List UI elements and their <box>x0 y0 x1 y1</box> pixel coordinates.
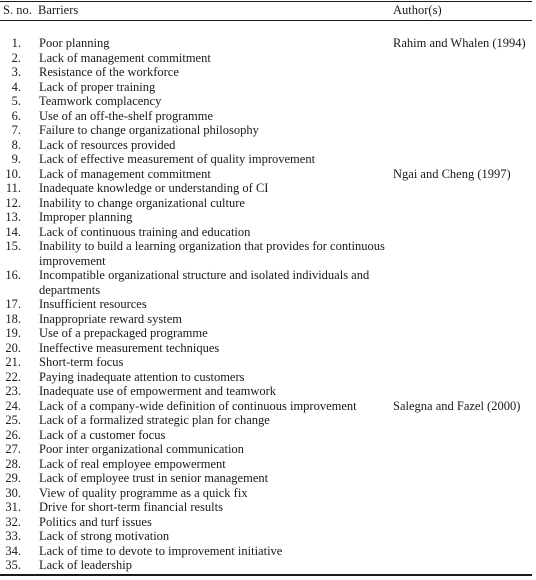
table-header-rule <box>0 20 532 21</box>
table-row <box>0 529 536 544</box>
row-barrier: Lack of management commitment <box>39 50 211 65</box>
row-barrier: Teamwork complacency <box>39 94 162 108</box>
table-row <box>0 94 536 109</box>
row-barrier: Lack of proper training <box>39 79 156 94</box>
row-number: 1. <box>11 36 21 50</box>
table-row <box>0 312 536 327</box>
table-row <box>0 544 536 559</box>
table-row <box>0 457 536 472</box>
table-row <box>0 196 536 211</box>
row-barrier: View of quality programme as a quick fix <box>39 485 248 500</box>
row-number: 26. <box>5 427 21 442</box>
row-number: 5. <box>11 94 21 108</box>
row-number: 15. <box>5 239 21 253</box>
row-barrier: Drive for short-term financial results <box>39 500 223 514</box>
table-row <box>0 268 536 297</box>
row-number: 23. <box>5 384 21 398</box>
table-row <box>0 515 536 530</box>
row-number: 9. <box>11 152 21 166</box>
row-number: 12. <box>5 195 21 210</box>
row-number: 7. <box>11 123 21 137</box>
row-number: 14. <box>5 224 21 239</box>
row-number: 20. <box>5 340 21 355</box>
table-row <box>0 65 536 80</box>
row-barrier: Ineffective measurement techniques <box>39 340 220 355</box>
table-row <box>0 355 536 370</box>
row-number: 28. <box>5 456 21 471</box>
row-number: 33. <box>5 529 21 543</box>
row-number: 25. <box>5 413 21 427</box>
table-row <box>0 152 536 167</box>
row-number: 18. <box>5 311 21 326</box>
table-row <box>0 326 536 341</box>
table-row <box>0 500 536 515</box>
row-barrier: Lack of a company-wide definition of continuous improvement <box>39 398 357 413</box>
row-number: 27. <box>5 442 21 456</box>
row-barrier: Improper planning <box>39 210 133 224</box>
row-number: 30. <box>5 485 21 500</box>
row-barrier: Insufficient resources <box>39 297 147 311</box>
row-barrier: Politics and turf issues <box>39 514 152 529</box>
row-barrier: Inability to build a learning organization that provides for continuous improvement <box>39 239 385 268</box>
row-barrier: Resistance of the workforce <box>39 65 179 79</box>
row-barrier: Inappropriate reward system <box>39 311 182 326</box>
table-row <box>0 471 536 486</box>
row-barrier: Lack of real employee empowerment <box>39 456 226 471</box>
table-row <box>0 297 536 312</box>
row-number: 29. <box>5 471 21 485</box>
row-barrier: Use of a prepackaged programme <box>39 326 208 340</box>
table-bottom-rule <box>0 574 532 576</box>
row-number: 3. <box>11 65 21 79</box>
row-barrier: Inability to change organizational culture <box>39 195 245 210</box>
row-barrier: Inadequate use of empowerment and teamwork <box>39 384 277 398</box>
table-row <box>0 225 536 240</box>
table-row <box>0 80 536 95</box>
row-barrier: Incompatible organizational structure and isolated individuals and departments <box>39 268 370 297</box>
row-barrier: Poor inter organizational communication <box>39 442 244 456</box>
row-number: 11. <box>5 181 21 195</box>
row-number: 6. <box>11 108 21 123</box>
column-header-sno: S. no. <box>3 3 32 17</box>
table-row <box>0 109 536 124</box>
table-row <box>0 558 536 573</box>
row-barrier: Lack of a formalized strategic plan for change <box>39 413 270 427</box>
table-row <box>0 486 536 501</box>
table-top-rule <box>0 1 532 2</box>
row-barrier: Lack of employee trust in senior management <box>39 471 269 485</box>
row-barrier: Poor planning <box>39 36 110 50</box>
row-barrier: Use of an off-the-shelf programme <box>39 108 214 123</box>
table-row <box>0 36 536 51</box>
row-number: 21. <box>5 355 21 369</box>
table-row <box>0 239 536 268</box>
row-barrier: Paying inadequate attention to customers <box>39 369 245 384</box>
row-number: 35. <box>5 558 21 572</box>
row-number: 22. <box>5 369 21 384</box>
row-barrier: Lack of leadership <box>39 558 133 572</box>
column-header-authors: Author(s) <box>393 3 442 17</box>
table-row <box>0 123 536 138</box>
table-row <box>0 341 536 356</box>
row-barrier: Lack of a customer focus <box>39 427 166 442</box>
row-number: 24. <box>5 398 21 413</box>
row-number: 32. <box>5 514 21 529</box>
row-number: 4. <box>11 79 21 94</box>
table-row <box>0 370 536 385</box>
table-row <box>0 167 536 182</box>
row-barrier: Lack of continuous training and education <box>39 224 251 239</box>
row-author: Ngai and Cheng (1997) <box>393 166 511 181</box>
table-row <box>0 442 536 457</box>
row-author: Salegna and Fazel (2000) <box>393 398 521 413</box>
row-number: 17. <box>5 297 21 311</box>
row-number: 8. <box>11 137 21 152</box>
row-barrier: Lack of strong motivation <box>39 529 170 543</box>
row-barrier: Lack of time to devote to improvement initiative <box>39 543 283 558</box>
row-number: 2. <box>11 50 21 65</box>
table-row <box>0 210 536 225</box>
table-row <box>0 384 536 399</box>
row-barrier: Failure to change organizational philosophy <box>39 123 259 137</box>
row-number: 13. <box>5 210 21 224</box>
table-row <box>0 428 536 443</box>
table-row <box>0 138 536 153</box>
row-author: Rahim and Whalen (1994) <box>393 36 526 50</box>
row-barrier: Lack of management commitment <box>39 166 211 181</box>
row-number: 34. <box>5 543 21 558</box>
row-number: 19. <box>5 326 21 340</box>
row-barrier: Short-term focus <box>39 355 124 369</box>
row-barrier: Inadequate knowledge or understanding of CI <box>39 181 269 195</box>
row-barrier: Lack of effective measurement of quality improvement <box>39 152 316 166</box>
row-number: 16. <box>5 268 21 282</box>
row-barrier: Lack of resources provided <box>39 137 176 152</box>
column-header-barriers: Barriers <box>38 3 79 17</box>
row-number: 31. <box>5 500 21 514</box>
row-number: 10. <box>5 166 21 181</box>
table-row <box>0 51 536 66</box>
table-row <box>0 413 536 428</box>
table-row <box>0 181 536 196</box>
table-row <box>0 399 536 414</box>
table-body <box>0 36 536 573</box>
